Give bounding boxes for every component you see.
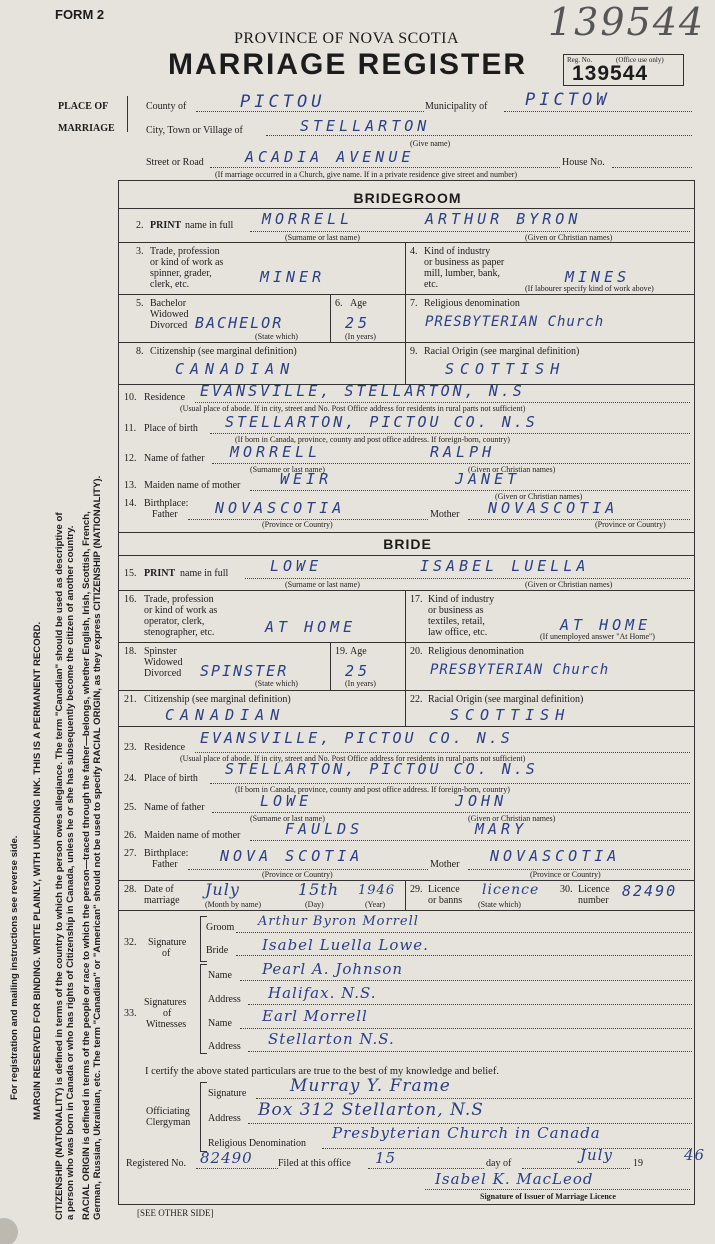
place-of-label: PLACE OF	[58, 101, 109, 112]
bride-industry-label-4: law office, etc.	[428, 627, 488, 638]
witness1-address-label: Address	[208, 994, 241, 1005]
groom-citizenship: CANADIAN	[175, 360, 296, 378]
item-26: 26.	[124, 830, 137, 841]
item-24: 24.	[124, 773, 137, 784]
bride-citizenship: CANADIAN	[165, 706, 286, 724]
groom-mother-birthplace: NOVASCOTIA	[488, 499, 619, 517]
item-27: 27.	[124, 848, 137, 859]
filed-year-suffix: 46	[684, 1146, 706, 1164]
groom-residence: EVANSVILLE, STELLARTON, N.S	[200, 382, 525, 400]
item-11: 11.	[124, 423, 137, 434]
bride-surname-note: (Surname or last name)	[285, 580, 360, 589]
item-13: 13.	[124, 480, 137, 491]
groom-birth-note: (If born in Canada, province, county and post office address. If foreign-born, country)	[235, 435, 510, 444]
house-no-label: House No.	[562, 157, 605, 168]
groom-status-label-2: Widowed	[150, 309, 189, 320]
witness1-name: Pearl A. Johnson	[262, 960, 404, 978]
witness-label-3: Witnesses	[146, 1019, 187, 1030]
licence-number-label-2: number	[578, 895, 609, 906]
groom-birth-label: Place of birth	[144, 423, 198, 434]
groom-bp-father-word: Father	[152, 509, 178, 520]
bridegroom-heading: BRIDEGROOM	[353, 190, 462, 206]
date-label-1: Date of	[144, 884, 174, 895]
groom-given-names: ARTHUR BYRON	[425, 210, 582, 228]
city-label: City, Town or Village of	[146, 125, 243, 136]
clergy-religion-label: Religious Denomination	[208, 1138, 307, 1149]
groom-father-given-note: (Given or Christian names)	[468, 465, 556, 474]
item-8: 8.	[136, 346, 144, 357]
see-other-side: [SEE OTHER SIDE]	[137, 1208, 214, 1218]
groom-sig-label: Groom	[206, 922, 235, 933]
groom-residence-note: (Usual place of abode. If in city, street and No. Post Office address for residents in rural parts not sufficient)	[180, 404, 526, 413]
bride-surname: LOWE	[270, 557, 323, 575]
item-7: 7.	[410, 298, 418, 309]
item-4: 4.	[410, 246, 418, 257]
month-note: (Month by name)	[205, 900, 261, 909]
item-23: 23.	[124, 742, 137, 753]
municipality-label: Municipality of	[425, 101, 488, 112]
groom-mother-prov-note: (Province or Country)	[595, 520, 666, 529]
groom-mother-surname: WEIR	[280, 470, 333, 488]
bride-residence-note: (Usual place of abode. If in city, street and No. Post Office address for residents in rural parts not sufficient)	[180, 754, 526, 763]
item-12: 12.	[124, 453, 137, 464]
bride-given-names: ISABEL LUELLA	[420, 557, 590, 575]
bride-religion: PRESBYTERIAN Church	[430, 662, 610, 678]
groom-religion: PRESBYTERIAN Church	[425, 314, 605, 330]
bride-citizenship-label: Citizenship (see marginal definition)	[144, 694, 291, 705]
groom-print-label: PRINT	[150, 220, 182, 231]
groom-trade-label-4: clerk, etc.	[150, 279, 190, 290]
witness2-name: Earl Morrell	[262, 1007, 368, 1025]
reg-no-note: (Office use only)	[616, 56, 664, 64]
bride-father-surname-note: (Surname or last name)	[250, 814, 325, 823]
groom-status: BACHELOR	[195, 314, 284, 332]
bride-birth-label: Place of birth	[144, 773, 198, 784]
clergy-address: Box 312 Stellarton, N.S	[258, 1100, 484, 1120]
date-label-2: marriage	[144, 895, 180, 906]
bride-mother-prov-note: (Province or Country)	[530, 870, 601, 879]
groom-birthplace-label: Birthplace:	[144, 498, 189, 509]
bride-mother-surname: FAULDS	[285, 820, 364, 838]
groom-surname-note: (Surname or last name)	[285, 233, 360, 242]
groom-status-label-3: Divorced	[150, 320, 188, 331]
groom-racial-label: Racial Origin (see marginal definition)	[424, 346, 580, 357]
year-note: (Year)	[365, 900, 386, 909]
bride-status: SPINSTER	[200, 662, 289, 680]
item-19: 19.	[335, 646, 348, 657]
street-label: Street or Road	[146, 157, 204, 168]
groom-industry: MINES	[565, 268, 631, 286]
marriage-year: 1946	[358, 883, 396, 898]
item-32: 32.	[124, 937, 137, 948]
county-label: County of	[146, 101, 187, 112]
item-10: 10.	[124, 392, 137, 403]
bride-state-which: (State which)	[255, 679, 298, 688]
groom-trade-label-2: or kind of work as	[150, 257, 224, 268]
clergy-religion: Presbyterian Church in Canada	[332, 1124, 601, 1142]
witness1-name-label: Name	[208, 970, 232, 981]
item-14: 14.	[124, 498, 137, 509]
signature-of-label-1: Signature	[148, 937, 187, 948]
item-21: 21.	[124, 694, 137, 705]
item-22: 22.	[410, 694, 423, 705]
register-title: MARRIAGE REGISTER	[168, 48, 528, 81]
item-28: 28.	[124, 884, 137, 895]
item-15: 15.	[124, 568, 137, 579]
margin-line-6: German, Russian, Ukrainian, etc. The term "Canadian" or "American" should not be used to specify RACIAL ORIGIN, as they express CITIZENSHIP (NATIONALITY).	[91, 475, 103, 1220]
groom-father-surname: MORRELL	[230, 443, 322, 461]
bride-father-birthplace: NOVA SCOTIA	[220, 847, 364, 865]
groom-mother-given-note: (Given or Christian names)	[495, 492, 583, 501]
groom-signature: Arthur Byron Morrell	[258, 914, 419, 929]
witness-label-1: Signatures	[144, 997, 187, 1008]
groom-in-years: (In years)	[345, 332, 376, 341]
item-25: 25.	[124, 802, 137, 813]
bride-name-label: name in full	[180, 568, 229, 579]
margin-line-1: For registration and mailing instructions see reverse side.	[9, 835, 20, 1100]
bride-status-label-3: Divorced	[144, 668, 182, 679]
reg-no-label: Reg. No.	[567, 56, 593, 64]
marriage-label: MARRIAGE	[58, 123, 115, 134]
registered-no-label: Registered No.	[126, 1158, 186, 1169]
groom-state-which: (State which)	[255, 332, 298, 341]
licence-number-label-1: Licence	[578, 884, 610, 895]
groom-trade: MINER	[260, 268, 326, 286]
bride-mother-birthplace: NOVASCOTIA	[490, 847, 621, 865]
filed-day: 15	[375, 1149, 397, 1167]
bride-sig-label: Bride	[206, 945, 229, 956]
clergy-signature-label: Signature	[208, 1088, 247, 1099]
bride-birth: STELLARTON, PICTOU CO. N.S	[225, 760, 538, 778]
filed-year-prefix: 19	[633, 1158, 643, 1169]
witness-label-2: of	[163, 1008, 172, 1019]
province-title: PROVINCE OF NOVA SCOTIA	[234, 30, 460, 47]
day-note: (Day)	[305, 900, 324, 909]
item-18: 18.	[124, 646, 137, 657]
issuer-signature: Isabel K. MacLeod	[435, 1170, 594, 1188]
groom-surname: MORRELL	[262, 210, 354, 228]
groom-mother-given: JANET	[455, 470, 521, 488]
margin-line-3: CITIZENSHIP (NATIONALITY) is defined in terms of the country to which the person owes allegiance. The term "Canadian" should be used as descriptive of	[54, 512, 65, 1220]
bride-birthplace-label: Birthplace:	[144, 848, 189, 859]
clergy-label-2: Clergyman	[146, 1117, 191, 1128]
marriage-month: July	[205, 880, 240, 899]
item-33: 33.	[124, 1008, 137, 1019]
clergy-label-1: Officiating	[146, 1106, 190, 1117]
bride-bp-mother-word: Mother	[430, 859, 460, 870]
groom-father-prov-note: (Province or Country)	[262, 520, 333, 529]
margin-line-4: a person who was born in Canada or who has rights of Citizenship in Canada, unless he or she has subsequently become the citizen of another country.	[64, 525, 76, 1220]
reg-no-box	[563, 54, 684, 86]
groom-residence-label: Residence	[144, 392, 186, 403]
bride-status-label-1: Spinster	[144, 646, 177, 657]
groom-industry-label-2: or business as paper	[424, 257, 505, 268]
groom-father-given: RALPH	[430, 443, 496, 461]
groom-racial: SCOTTISH	[445, 360, 566, 378]
bride-trade-label-2: or kind of work as	[144, 605, 218, 616]
clergy-address-label: Address	[208, 1113, 241, 1124]
bride-trade-label-1: Trade, profession	[144, 594, 214, 605]
bride-residence: EVANSVILLE, PICTOU CO. N.S	[200, 729, 513, 747]
bride-mother-given: MARY	[475, 820, 528, 838]
licence-state-which: (State which)	[478, 900, 521, 909]
bride-mother-label: Maiden name of mother	[144, 830, 241, 841]
bride-trade-label-4: stenographer, etc.	[144, 627, 215, 638]
groom-father-surname-note: (Surname or last name)	[250, 465, 325, 474]
bride-industry-label-3: textiles, retail,	[428, 616, 485, 627]
margin-line-2: MARGIN RESERVED FOR BINDING. WRITE PLAINLY, WITH UNFADING INK. THIS IS A PERMANENT RECORD.	[31, 621, 43, 1120]
bride-industry: AT HOME	[560, 616, 652, 634]
give-name-note: (Give name)	[410, 139, 451, 148]
bride-father-prov-note: (Province or Country)	[262, 870, 333, 879]
item-30: 30.	[560, 884, 573, 895]
municipality-value: PICTOW	[525, 90, 611, 110]
bride-residence-label: Residence	[144, 742, 186, 753]
bride-trade: AT HOME	[265, 618, 357, 636]
bride-trade-label-3: operator, clerk,	[144, 616, 205, 627]
item-2: 2.	[136, 220, 144, 231]
bride-racial-label: Racial Origin (see marginal definition)	[428, 694, 584, 705]
handwritten-register-number: 139544	[548, 0, 706, 44]
bride-birth-note: (If born in Canada, province, county and post office address. If foreign-born, country)	[235, 785, 510, 794]
item-29: 29.	[410, 884, 423, 895]
bride-in-years: (In years)	[345, 679, 376, 688]
licence-banns-label-1: Licence	[428, 884, 460, 895]
witness2-name-label: Name	[208, 1018, 232, 1029]
binding-hole	[0, 1218, 18, 1244]
licence-or-banns-value: licence	[482, 882, 540, 898]
issuer-label: Signature of Issuer of Marriage Licence	[480, 1192, 616, 1201]
item-9: 9.	[410, 346, 418, 357]
certify-statement: I certify the above stated particulars are true to the best of my knowledge and belief.	[145, 1066, 499, 1077]
county-value: PICTOU	[240, 92, 326, 112]
groom-given-note: (Given or Christian names)	[525, 233, 613, 242]
groom-birth: STELLARTON, PICTOU CO. N.S	[225, 413, 538, 431]
witness2-address: Stellarton N.S.	[268, 1030, 395, 1048]
margin-instructions	[10, 110, 115, 1220]
bride-age-label: Age	[350, 646, 367, 657]
margin-line-5: RACIAL ORIGIN is defined in terms of the people or race to which the person—traced through the father—belongs, whether English, Irish, Scottish, French,	[81, 511, 92, 1220]
registered-no: 82490	[200, 1149, 253, 1167]
signature-of-label-2: of	[162, 948, 171, 959]
item-20: 20.	[410, 646, 423, 657]
groom-religion-label: Religious denomination	[424, 298, 520, 309]
licence-banns-label-2: or banns	[428, 895, 463, 906]
groom-industry-label-1: Kind of industry	[424, 246, 491, 257]
bride-father-given-note: (Given or Christian names)	[468, 814, 556, 823]
street-note: (If marriage occurred in a Church, give name. If in a private residence give street and number)	[215, 170, 518, 179]
marriage-day: 15th	[298, 880, 340, 899]
groom-status-label-1: Bachelor	[150, 298, 187, 309]
licence-number: 82490	[622, 882, 678, 900]
item-17: 17.	[410, 594, 423, 605]
street-value: ACADIA AVENUE	[245, 148, 415, 166]
form-number: FORM 2	[55, 7, 105, 22]
filed-month: July	[580, 1146, 613, 1164]
bride-father-surname: LOWE	[260, 792, 313, 810]
bride-racial: SCOTTISH	[450, 706, 571, 724]
bride-industry-label-1: Kind of industry	[428, 594, 495, 605]
bride-heading: BRIDE	[383, 536, 432, 552]
filed-label: Filed at this office	[278, 1158, 351, 1169]
groom-trade-label-1: Trade, profession	[150, 246, 220, 257]
city-value: STELLARTON	[300, 117, 431, 135]
bride-bp-father-word: Father	[152, 859, 178, 870]
item-6: 6.	[335, 298, 343, 309]
groom-age-label: Age	[350, 298, 367, 309]
groom-trade-label-3: spinner, grader,	[150, 268, 212, 279]
groom-bp-mother-word: Mother	[430, 509, 460, 520]
item-3: 3.	[136, 246, 144, 257]
groom-mother-label: Maiden name of mother	[144, 480, 241, 491]
item-5: 5.	[136, 298, 144, 309]
groom-father-birthplace: NOVASCOTIA	[215, 499, 346, 517]
bride-industry-label-2: or business as	[428, 605, 484, 616]
day-of-label: day of	[486, 1158, 512, 1169]
groom-industry-label-3: mill, lumber, bank,	[424, 268, 500, 279]
bride-industry-note: (If unemployed answer "At Home")	[540, 632, 655, 641]
groom-industry-label-4: etc.	[424, 279, 439, 290]
groom-industry-note: (If labourer specify kind of work above)	[525, 284, 654, 293]
witness2-address-label: Address	[208, 1041, 241, 1052]
item-16: 16.	[124, 594, 137, 605]
place-bracket	[127, 96, 136, 132]
bride-age: 25	[345, 662, 372, 680]
witness1-address: Halifax. N.S.	[268, 984, 377, 1002]
groom-name-label: name in full	[185, 220, 234, 231]
groom-age: 25	[345, 314, 372, 332]
clergy-signature: Murray Y. Frame	[290, 1076, 451, 1096]
bride-signature: Isabel Luella Lowe.	[262, 936, 429, 954]
reg-no-stamp: 139544	[572, 62, 649, 85]
bride-given-note: (Given or Christian names)	[525, 580, 613, 589]
groom-father-label: Name of father	[144, 453, 205, 464]
groom-citizenship-label: Citizenship (see marginal definition)	[150, 346, 297, 357]
bride-father-label: Name of father	[144, 802, 205, 813]
bride-print-label: PRINT	[144, 568, 176, 579]
bride-status-label-2: Widowed	[144, 657, 183, 668]
bride-father-given: JOHN	[455, 792, 508, 810]
bride-religion-label: Religious denomination	[428, 646, 524, 657]
